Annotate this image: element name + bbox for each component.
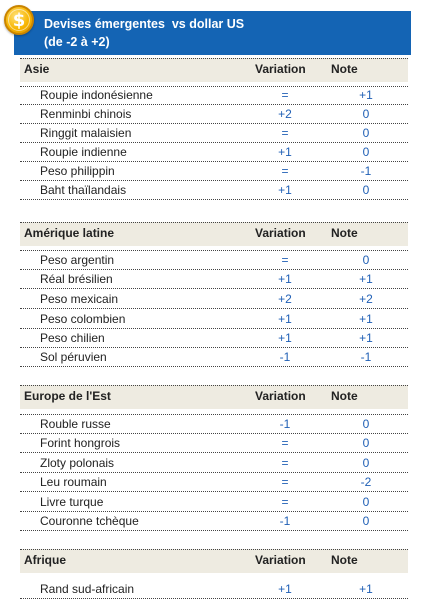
variation-value: +1 xyxy=(278,145,292,159)
currency-name: Peso argentin xyxy=(40,253,115,267)
note-value: -1 xyxy=(360,350,372,364)
currency-name: Leu roumain xyxy=(40,475,107,489)
table-row xyxy=(20,512,408,531)
currency-name: Réal brésilien xyxy=(40,272,113,286)
table-header-banner xyxy=(14,11,411,55)
table-row xyxy=(20,181,408,200)
currency-name: Peso philippin xyxy=(40,164,115,178)
table-title: Devises émergentes vs dollar US xyxy=(44,17,245,31)
table-row xyxy=(20,86,408,105)
section-header-afrique xyxy=(20,549,408,573)
currency-name: Livre turque xyxy=(40,495,104,509)
note-value: 0 xyxy=(362,436,370,450)
note-value: 0 xyxy=(362,417,370,431)
currency-name: Peso colombien xyxy=(40,312,126,326)
table-row xyxy=(20,251,408,270)
table-row xyxy=(20,348,408,367)
column-header-variation: Variation xyxy=(255,389,306,403)
note-value: -1 xyxy=(360,164,372,178)
variation-value: = xyxy=(281,456,289,470)
variation-value: +2 xyxy=(278,292,292,306)
note-value: +1 xyxy=(359,582,373,596)
variation-value: +1 xyxy=(278,312,292,326)
note-value: +1 xyxy=(359,88,373,102)
variation-value: = xyxy=(281,88,289,102)
table-row xyxy=(20,580,408,599)
note-value: +1 xyxy=(359,272,373,286)
note-value: +1 xyxy=(359,331,373,345)
currency-name: Couronne tchèque xyxy=(40,514,139,528)
table-row xyxy=(20,162,408,181)
column-header-variation: Variation xyxy=(255,553,306,567)
table-row xyxy=(20,290,408,309)
currency-name: Rouble russe xyxy=(40,417,111,431)
variation-value: +1 xyxy=(278,582,292,596)
currency-name: Roupie indonésienne xyxy=(40,88,153,102)
table-row xyxy=(20,270,408,289)
variation-value: -1 xyxy=(279,350,291,364)
note-value: 0 xyxy=(362,456,370,470)
note-value: 0 xyxy=(362,514,370,528)
table-row xyxy=(20,310,408,329)
note-value: 0 xyxy=(362,145,370,159)
table-row xyxy=(20,143,408,162)
note-value: 0 xyxy=(362,183,370,197)
column-header-note: Note xyxy=(331,553,358,567)
variation-value: = xyxy=(281,164,289,178)
section-title: Asie xyxy=(24,62,50,76)
variation-value: = xyxy=(281,475,289,489)
note-value: 0 xyxy=(362,107,370,121)
table-subtitle: (de -2 à +2) xyxy=(44,35,110,49)
table-row xyxy=(20,493,408,512)
column-header-note: Note xyxy=(331,389,358,403)
note-value: 0 xyxy=(362,253,370,267)
currency-name: Zloty polonais xyxy=(40,456,115,470)
currency-name: Forint hongrois xyxy=(40,436,121,450)
table-row xyxy=(20,105,408,124)
currency-name: Sol péruvien xyxy=(40,350,107,364)
variation-value: -1 xyxy=(279,417,291,431)
variation-value: = xyxy=(281,495,289,509)
note-value: 0 xyxy=(362,495,370,509)
section-header-amerique-latine xyxy=(20,222,408,246)
column-header-variation: Variation xyxy=(255,62,306,76)
dollar-coin-icon: $ xyxy=(4,5,34,35)
variation-value: +1 xyxy=(278,183,292,197)
currency-name: Peso mexicain xyxy=(40,292,119,306)
currency-name: Rand sud-africain xyxy=(40,582,135,596)
section-title: Afrique xyxy=(24,553,66,567)
variation-value: -1 xyxy=(279,514,291,528)
table-row xyxy=(20,434,408,453)
note-value: +2 xyxy=(359,292,373,306)
variation-value: +1 xyxy=(278,272,292,286)
table-row xyxy=(20,454,408,473)
section-title: Amérique latine xyxy=(24,226,115,240)
variation-value: = xyxy=(281,126,289,140)
column-header-note: Note xyxy=(331,226,358,240)
section-title: Europe de l'Est xyxy=(24,389,111,403)
variation-value: +2 xyxy=(278,107,292,121)
currency-name: Baht thaïlandais xyxy=(40,183,127,197)
variation-value: = xyxy=(281,436,289,450)
section-header-asie xyxy=(20,58,408,82)
section-header-europe-de-l-est xyxy=(20,385,408,409)
currency-name: Renminbi chinois xyxy=(40,107,132,121)
currency-name: Roupie indienne xyxy=(40,145,127,159)
table-row xyxy=(20,124,408,143)
column-header-note: Note xyxy=(331,62,358,76)
table-row xyxy=(20,415,408,434)
variation-value: = xyxy=(281,253,289,267)
note-value: 0 xyxy=(362,126,370,140)
currency-name: Peso chilien xyxy=(40,331,105,345)
table-row xyxy=(20,473,408,492)
note-value: -2 xyxy=(360,475,372,489)
note-value: +1 xyxy=(359,312,373,326)
table-row xyxy=(20,329,408,348)
variation-value: +1 xyxy=(278,331,292,345)
currency-name: Ringgit malaisien xyxy=(40,126,132,140)
column-header-variation: Variation xyxy=(255,226,306,240)
